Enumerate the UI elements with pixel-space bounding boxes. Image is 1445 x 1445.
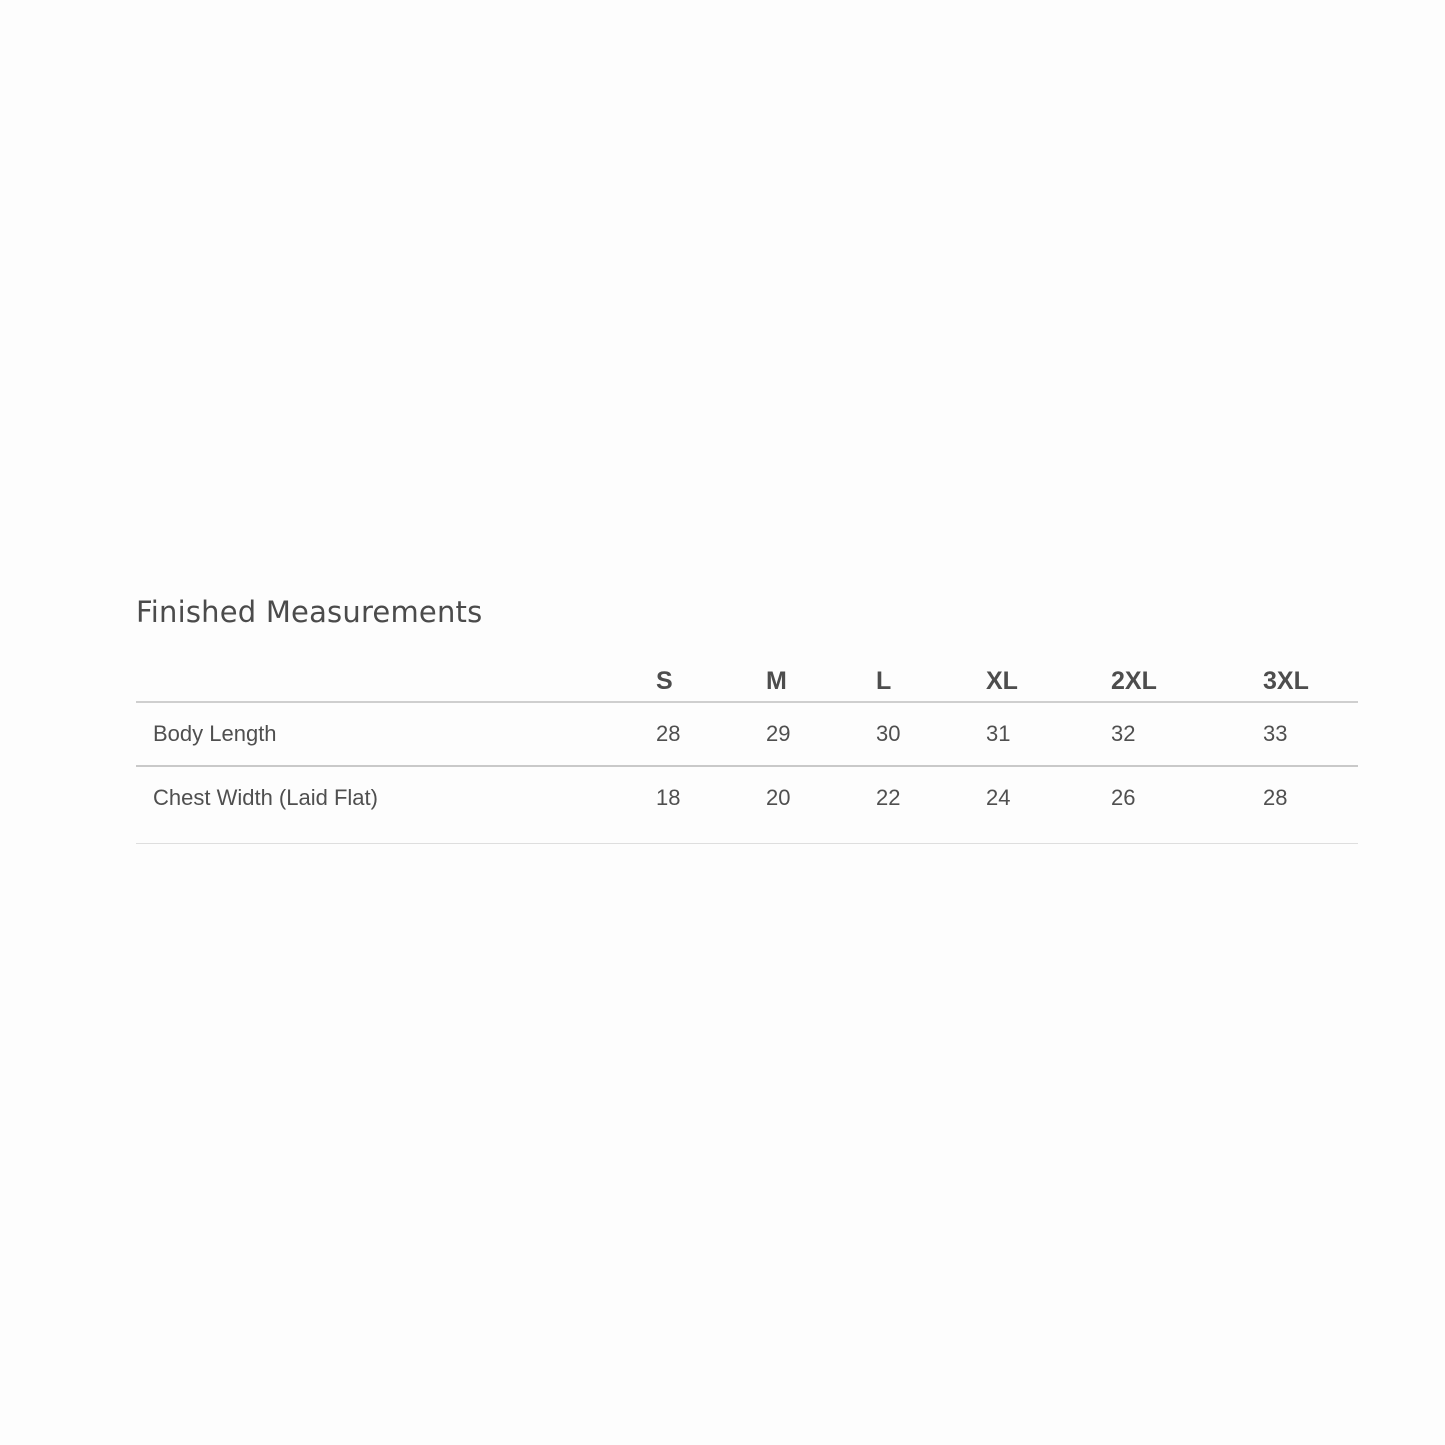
table-cell: 28 <box>656 702 766 766</box>
table-header-row <box>136 661 1358 702</box>
table-cell: 29 <box>766 702 876 766</box>
row-label: Body Length <box>136 702 656 766</box>
header-cell-3xl: 3XL <box>1263 661 1358 702</box>
table-row <box>136 702 1358 766</box>
header-cell-2xl: 2XL <box>1111 661 1263 702</box>
table-cell: 32 <box>1111 702 1263 766</box>
header-cell-m: M <box>766 661 876 702</box>
table-cell: 22 <box>876 785 901 810</box>
table-cell: 20 <box>766 785 791 810</box>
table-cell: 24 <box>986 785 1011 810</box>
row-label: Chest Width (Laid Flat) <box>153 785 378 810</box>
table-cell: 26 <box>1111 785 1136 810</box>
bottom-divider <box>136 843 1358 844</box>
table-cell: 33 <box>1263 702 1358 766</box>
header-cell-xl: XL <box>986 661 1111 702</box>
header-cell-empty <box>136 661 656 702</box>
size-chart <box>136 588 1358 810</box>
page-title: Finished Measurements <box>136 595 483 629</box>
header-cell-l: L <box>876 661 986 702</box>
table-row <box>136 766 1358 829</box>
size-table <box>136 661 1358 829</box>
table-cell: 28 <box>1263 785 1288 810</box>
table-cell: 18 <box>656 785 681 810</box>
table-cell: 31 <box>986 702 1111 766</box>
table-cell: 30 <box>876 702 986 766</box>
header-cell-s: S <box>656 661 766 702</box>
